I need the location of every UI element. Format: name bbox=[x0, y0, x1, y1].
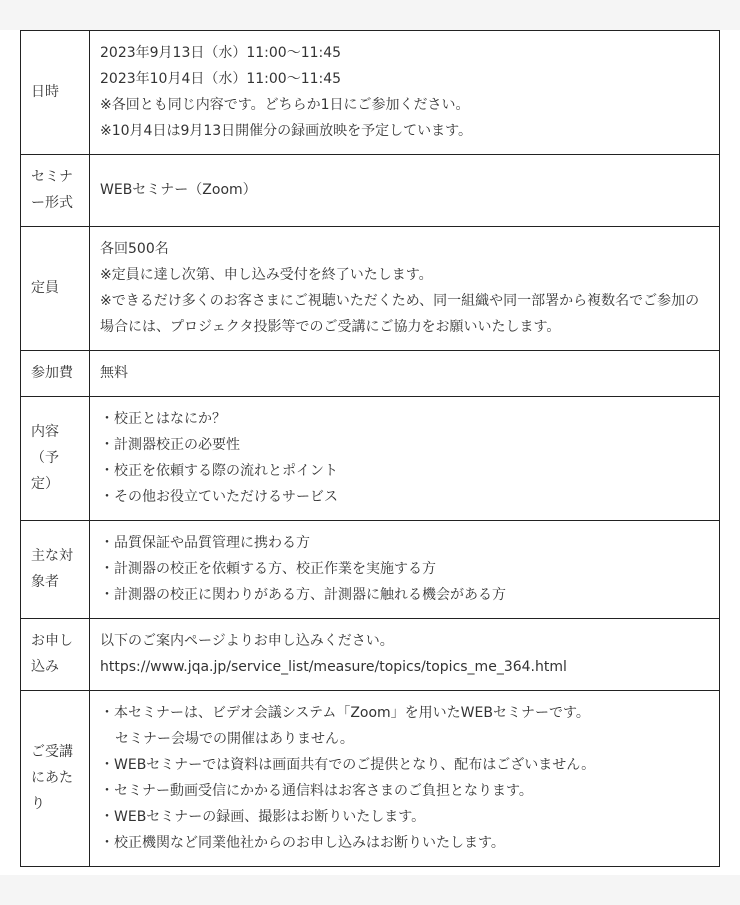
table-row-application bbox=[21, 619, 720, 691]
row-value-fee bbox=[90, 351, 720, 397]
value-line: ※10月4日は9月13日開催分の録画放映を予定しています。 bbox=[100, 123, 473, 139]
row-label-format: セミナー形式 bbox=[21, 155, 90, 227]
value-line: ※定員に達し次第、申し込み受付を終了いたします。 bbox=[100, 267, 433, 283]
page-sheet bbox=[0, 30, 740, 875]
value-line: WEBセミナー（Zoom） bbox=[100, 182, 257, 198]
row-label-capacity: 定員 bbox=[21, 227, 90, 351]
row-value-content bbox=[90, 397, 720, 521]
value-line: 各回500名 bbox=[100, 241, 169, 257]
value-line: ・計測器の校正に関わりがある方、計測器に触れる機会がある方 bbox=[100, 587, 506, 603]
value-line: 以下のご案内ページよりお申し込みください。 bbox=[100, 633, 394, 649]
row-label-date: 日時 bbox=[21, 31, 90, 155]
value-line: ・校正機関など同業他社からのお申し込みはお断りいたします。 bbox=[100, 835, 505, 851]
value-line: ・校正を依頼する際の流れとポイント bbox=[100, 463, 338, 479]
row-value-notes bbox=[90, 691, 720, 867]
row-label-fee: 参加費 bbox=[21, 351, 90, 397]
value-line: ・品質保証や品質管理に携わる方 bbox=[100, 535, 310, 551]
value-line: ・計測器校正の必要性 bbox=[100, 437, 240, 453]
value-line: 2023年10月4日（水）11:00～11:45 bbox=[100, 71, 342, 87]
table-row-date bbox=[21, 31, 720, 155]
table-row-capacity bbox=[21, 227, 720, 351]
value-line: ・計測器の校正を依頼する方、校正作業を実施する方 bbox=[100, 561, 436, 577]
value-line: ・WEBセミナーでは資料は画面共有でのご提供となり、配布はございません。 bbox=[100, 757, 596, 773]
value-line: ・本セミナーは、ビデオ会議システム「Zoom」を用いたWEBセミナーです。 bbox=[100, 705, 590, 721]
value-line: 2023年9月13日（水）11:00～11:45 bbox=[100, 45, 342, 61]
row-value-capacity bbox=[90, 227, 720, 351]
row-label-audience: 主な対象者 bbox=[21, 521, 90, 619]
value-line: 場合には、プロジェクタ投影等でのご受講にご協力をお願いいたします。 bbox=[100, 319, 561, 335]
row-value-audience bbox=[90, 521, 720, 619]
row-label-content: 内容（予定） bbox=[21, 397, 90, 521]
value-line: ※各回とも同じ内容です。どちらか1日にご参加ください。 bbox=[100, 97, 470, 113]
table-row-fee bbox=[21, 351, 720, 397]
table-row-audience bbox=[21, 521, 720, 619]
row-label-notes: ご受講にあたり bbox=[21, 691, 90, 867]
table-row-content bbox=[21, 397, 720, 521]
seminar-info-table bbox=[20, 30, 720, 867]
value-line: ※できるだけ多くのお客さまにご視聴いただくため、同一組織や同一部署から複数名でご参加の bbox=[100, 293, 700, 309]
table-row-format bbox=[21, 155, 720, 227]
row-value-application bbox=[90, 619, 720, 691]
value-line: ・その他お役立ていただけるサービス bbox=[100, 489, 338, 505]
row-value-format bbox=[90, 155, 720, 227]
value-line: セミナー会場での開催はありません。 bbox=[115, 731, 354, 747]
value-line: ・校正とはなにか？ bbox=[100, 411, 226, 427]
row-label-application: お申し込み bbox=[21, 619, 90, 691]
application-link[interactable]: https://www.jqa.jp/service_list/measure/topics/topics_me_364.html bbox=[100, 659, 567, 675]
value-line: ・WEBセミナーの録画、撮影はお断りいたします。 bbox=[100, 809, 426, 825]
row-value-date bbox=[90, 31, 720, 155]
value-line: ・セミナー動画受信にかかる通信料はお客さまのご負担となります。 bbox=[100, 783, 533, 799]
value-line: 無料 bbox=[100, 365, 128, 381]
table-row-notes bbox=[21, 691, 720, 867]
